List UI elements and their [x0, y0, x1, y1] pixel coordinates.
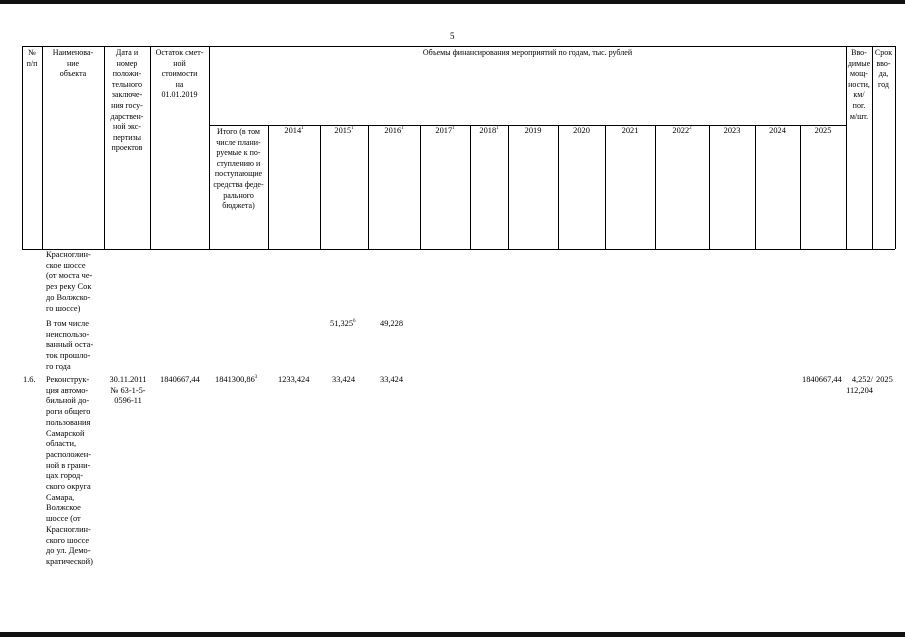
row-a-object-name: Красноглин- ское шоссе (от моста че- рез реку Сок до Волжско- го шоссе) — [46, 250, 93, 313]
scan-bottom-border — [0, 632, 905, 637]
header-funding-volume: Объемы финансирования мероприятий по годам, тыс. рублей — [422, 48, 633, 57]
header-object-name: Наименова- ние объекта — [52, 48, 94, 79]
row-b-value-2016: 49,228 — [380, 319, 404, 328]
header-year-2024: 2024 — [769, 126, 786, 135]
header-year-2015: 2015$^1$ — [334, 126, 354, 135]
header-year-2025: 2025 — [814, 126, 832, 135]
row-c-expertise-date: 30.11.2011 № 63-1-5- 0596-11 — [109, 375, 147, 406]
header-year-2019: 2019 — [524, 126, 542, 135]
row-c-term: 2025 — [876, 375, 893, 384]
row-c-remainder: 1840667,44 — [160, 375, 200, 384]
header-year-2020: 2020 — [573, 126, 590, 135]
header-year-2017: 2017$^1$ — [435, 126, 455, 135]
row-c-value-2016: 33,424 — [380, 375, 404, 384]
header-year-2016: 2016$^1$ — [384, 126, 404, 135]
row-c-object-name: Реконструк- ция автомо- бильной до- роги общего пользования Самарской области, расположен- ной в грани- цах город- ского округа Самара, Волжское шоссе (от Красноглин- ского шоссе до ул. Демо- кратической) — [46, 375, 93, 566]
header-capacity: Вво- димые мощ- ности, км/ пог. м/шт. — [847, 48, 871, 121]
row-c-value-2015: 33,424 — [332, 375, 356, 384]
row-b-value-2015: 51,325$^6$ — [330, 319, 356, 328]
header-year-2014: 2014$^1$ — [284, 126, 304, 135]
header-expertise-date: Дата и номер положи- тельного заключе- ния госу- дарствен- ной экс- пертизы проектов — [110, 48, 144, 153]
header-year-2018: 2018$^1$ — [479, 126, 499, 135]
row-c-value-2014: 1233,424 — [278, 375, 310, 384]
row-c-capacity: 4,252/ 112,204 — [846, 375, 873, 395]
header-remainder: Остаток смет- ной стоимости на 01.01.2019 — [155, 48, 204, 100]
row-b-object-name: В том числе неиспользо- ванный оста- ток прошло- го года — [46, 319, 94, 371]
page-number: 5 — [450, 31, 455, 41]
row-c-num: 1.6. — [23, 375, 36, 384]
header-term: Срок вво- да, год — [874, 48, 893, 89]
header-total: Итого (в том числе плани- руемые к по- ступлению и поступающие средства феде- рального бюджета) — [213, 127, 264, 211]
header-year-2021: 2021 — [621, 126, 639, 135]
row-c-value-2025: 1840667,44 — [802, 375, 842, 384]
row-c-total: 1841300,86$^3$ — [215, 375, 258, 384]
header-year-2023: 2023 — [723, 126, 741, 135]
header-num: № п/п — [26, 48, 38, 68]
header-year-2022: 2022$^2$ — [672, 126, 692, 135]
scan-top-border — [0, 0, 905, 4]
